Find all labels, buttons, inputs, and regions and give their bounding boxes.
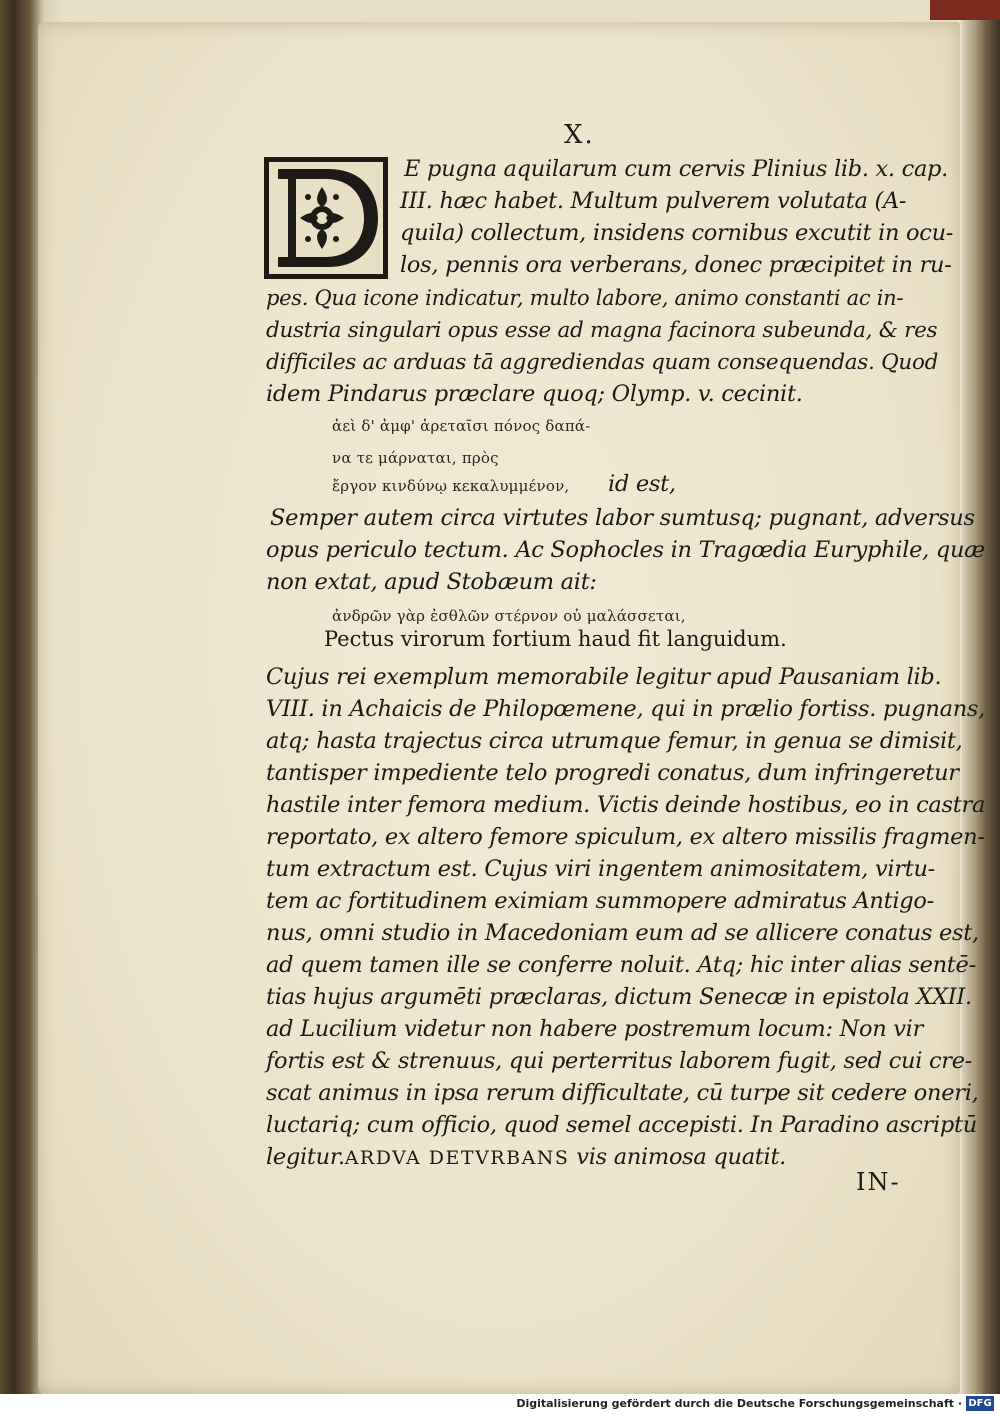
- text-line: quila) collectum, insidens cornibus excutit in ocu-: [400, 220, 954, 246]
- text-line: tias hujus argumēti præclaras, dictum Senecæ in epistola XXII.: [266, 984, 972, 1010]
- text-line: atq; hasta trajectus circa utrumque femur, in genua se dimisit,: [266, 728, 963, 754]
- roman-verse-line: Pectus virorum fortium haud fit languidum.: [324, 627, 787, 651]
- text-line: reportato, ex altero femore spiculum, ex altero missilis fragmen-: [266, 824, 985, 850]
- text-line: tantisper impediente telo progredi conatus, dum infringeretur: [266, 760, 959, 786]
- greek-verse-line: ἀνδρῶν γὰρ ἐσθλῶν στέρνον οὐ μαλάσσεται,: [332, 607, 686, 625]
- text-line: non extat, apud Stobæum ait:: [266, 569, 597, 595]
- text-line: opus periculo tectum. Ac Sophocles in Tragœdia Euryphile, quæ: [266, 537, 986, 563]
- page-number: X.: [564, 120, 595, 150]
- footer-bar: [0, 1394, 1000, 1414]
- text-line: tem ac fortitudinem eximiam summopere admiratus Antigo-: [266, 888, 934, 914]
- text-line: dustria singulari opus esse ad magna facinora subeunda, & res: [266, 318, 938, 343]
- text-line: difficiles ac arduas tā aggrediendas quam consequendas. Quod: [266, 350, 939, 375]
- text-line: ad Lucilium videtur non habere postremum locum: Non vir: [266, 1016, 924, 1042]
- text-line: III. hæc habet. Multum pulverem volutata (A-: [400, 188, 907, 214]
- text-line: fortis est & strenuus, qui perterritus laborem fugit, sed cui cre-: [266, 1048, 973, 1074]
- ribbon-marker: [930, 0, 1000, 20]
- catchword: IN-: [856, 1168, 901, 1196]
- text-line: los, pennis ora verberans, donec præcipitet in ru-: [400, 252, 952, 278]
- text-line: hastile inter femora medium. Victis deinde hostibus, eo in castra: [266, 792, 986, 818]
- text-line: tum extractum est. Cujus viri ingentem animositatem, virtu-: [266, 856, 935, 882]
- text-line: VIII. in Achaicis de Philopœmene, qui in prælio fortiss. pugnans,: [266, 696, 985, 722]
- text-line-last: [266, 1142, 786, 1175]
- text-line: nus, omni studio in Macedoniam eum ad se allicere conatus est,: [266, 920, 979, 946]
- text-line: Semper autem circa virtutes labor sumtusq; pugnant, adversus: [270, 505, 975, 531]
- text-line: luctariq; cum officio, quod semel accepisti. In Paradino ascriptū: [266, 1112, 977, 1138]
- greek-verse-line: ἔργον κινδύνῳ κεκαλυμμένον,: [332, 477, 570, 495]
- text-line: E pugna aquilarum cum cervis Plinius lib. x. cap.: [404, 156, 949, 182]
- dfg-logo-icon: DFG: [966, 1396, 994, 1411]
- text-line: ad quem tamen ille se conferre noluit. Atq; hic inter alias sentē-: [266, 952, 976, 978]
- last-line-prefix: legitur.: [266, 1144, 345, 1170]
- text-line: scat animus in ipsa rerum difficultate, cū turpe sit cedere oneri,: [266, 1080, 979, 1106]
- greek-verse-line: να τε μάρναται, πρὸς: [332, 449, 499, 467]
- decorated-initial-d: [264, 157, 388, 279]
- text-line: idem Pindarus præclare quoq; Olymp. v. cecinit.: [266, 381, 803, 407]
- last-line-suffix: vis animosa quatit.: [576, 1144, 787, 1170]
- text-line: Cujus rei exemplum memorabile legitur apud Pausaniam lib.: [266, 664, 942, 690]
- motto-caps: ARDVA DETVRBANS: [344, 1147, 570, 1169]
- footer-credit: Digitalisierung gefördert durch die Deutsche Forschungsgemeinschaft ·: [516, 1397, 962, 1410]
- greek-verse-line: ἀεὶ δ' ἀμφ' ἀρεταῖσι πόνος δαπά-: [332, 417, 591, 435]
- id-est-label: id est,: [608, 471, 676, 497]
- text-line: pes. Qua icone indicatur, multo labore, animo constanti ac in-: [266, 286, 904, 310]
